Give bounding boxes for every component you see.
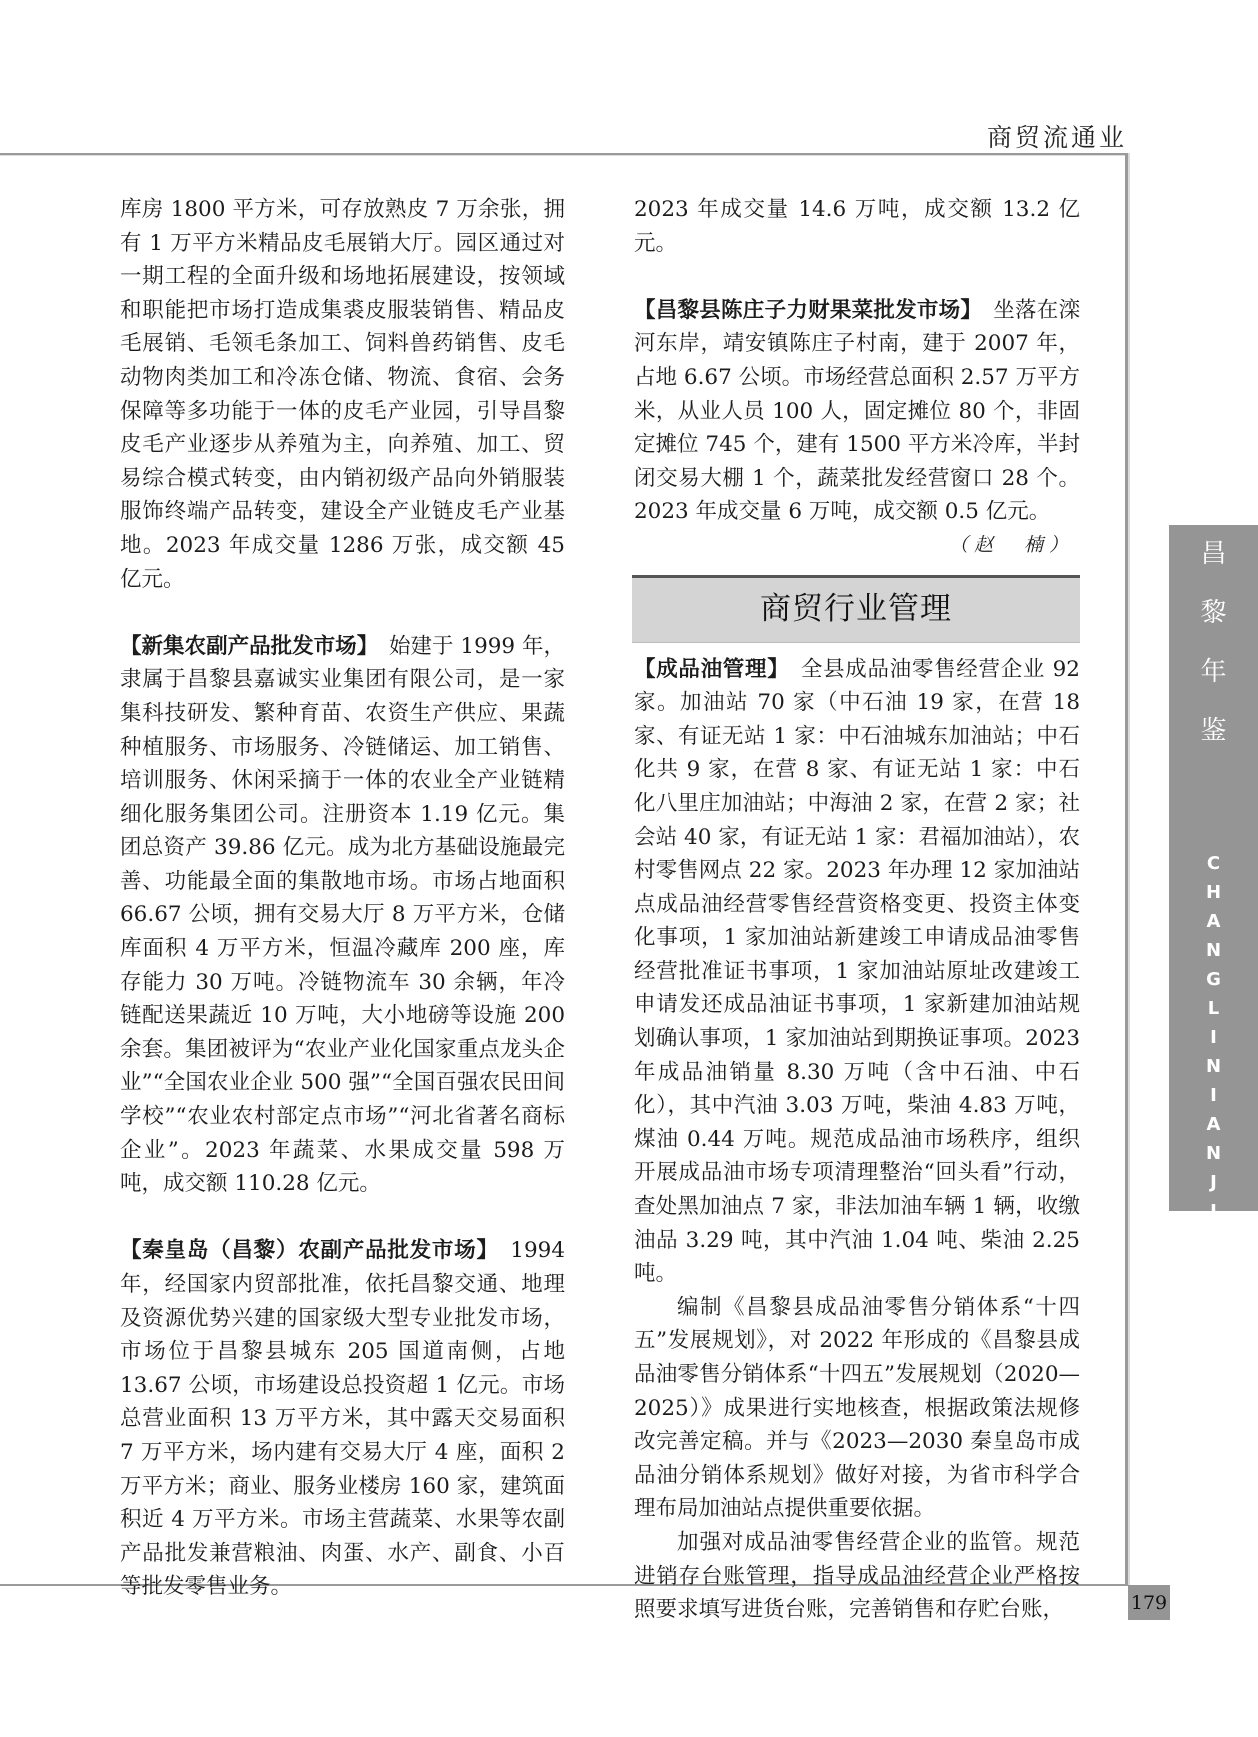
side-pinyin-letter: L bbox=[1207, 998, 1220, 1019]
entry-text-xinji: 始建于 1999 年，隶属于昌黎县嘉诚实业集团有限公司，是一家集科技研发、繁种育苗、农资生产供应、果蔬种植服务、市场服务、冷链储运、加工销售、培训服务、休闲采摘于一体的农业全产业链精细化服务集团公司。注册资本 1.19 亿元。集团总资产 39.86 亿元。成为北方基础设施最完善、功能最全面的集散地市场。市场占地面积 66.67 公顷，拥有交易大厅 8 万平方米，仓储库面积 4 万平方米，恒温冷藏库 200 座，库存能力 30 万吨。冷链物流车 30 余辆，年冷链配送果蔬近 10 万吨，大小地磅等设施 200 余套。集团被评为“农业产业化国家重点龙头企业”“全国农业企业 500 强”“全国百强农民田间学校”“农业农村部定点市场”“河北省著名商标企业”。2023 年蔬菜、水果成交量 598 万吨，成交额 110.28 亿元。 bbox=[120, 633, 565, 1197]
side-title-char: 昌 bbox=[1200, 539, 1227, 569]
side-title-char: 年 bbox=[1200, 657, 1227, 687]
side-pinyin-letter: H bbox=[1205, 882, 1222, 903]
side-title-char: 黎 bbox=[1200, 598, 1227, 628]
paragraph-chenzhuangzi-market bbox=[634, 294, 1080, 529]
side-pinyin-letter: A bbox=[1206, 1114, 1221, 1135]
side-pinyin-letter: I bbox=[1210, 1027, 1217, 1048]
author-credit: （赵 楠） bbox=[948, 533, 1074, 556]
side-pinyin-letter: J bbox=[1210, 1172, 1217, 1193]
paragraph-fur-industry: 库房 1800 平方米，可存放熟皮 7 万余张，拥有 1 万平方米精品皮毛展销大厅。园区通过对一期工程的全面升级和场地拓展建设，按领域和职能把市场打造成集裘皮服装销售、精品皮毛展销、毛领毛条加工、饲料兽药销售、皮毛动物肉类加工和冷冻仓储、物流、食宿、会务保障等多功能于一体的皮毛产业园，引导昌黎皮毛产业逐步从养殖为主，向养殖、加工、贸易综合模式转变，由内销初级产品向外销服装服饰终端产品转变，建设全产业链皮毛产业基地。2023 年成交量 1286 万张，成交额 45 亿元。 bbox=[120, 197, 565, 592]
side-pinyin-letter: C bbox=[1206, 853, 1221, 874]
right-column bbox=[634, 193, 1080, 1627]
paragraph-oil-planning: 编制《昌黎县成品油零售分销体系“十四五”发展规划》，对 2022 年形成的《昌黎县成品油零售分销体系“十四五”发展规划（2020—2025）》成果进行实地核查，根据政策法规修改完善定稿。并与《2023—2030 秦皇岛市成品油分销体系规划》做好对接，为省市科学合理布局加油站点提供重要依据。 bbox=[634, 1294, 1080, 1522]
paragraph-oil-supervision: 加强对成品油零售经营企业的监管。规范进销存台账管理，指导成品油经营企业严格按照要求填写进货台账，完善销售和存贮台账， bbox=[634, 1529, 1080, 1623]
paragraph-xinji-market bbox=[120, 630, 565, 1201]
side-pinyin-letter: A bbox=[1206, 1230, 1221, 1251]
entry-text-qinhuangdao: 1994 年，经国家内贸部批准，依托昌黎交通、地理及资源优势兴建的国家级大型专业批发市场，市场位于昌黎县城东 205 国道南侧，占地 13.67 公顷，市场建设总投资超 1 亿元。市场总营业面积 13 万平方米，其中露天交易面积 7 万平方米，场内建有交易大厅 4 座，面积 2 万平方米；商业、服务业楼房 160 家，建筑面积近 4 万平方米。市场主营蔬菜、水果等农副产品批发兼营粮油、肉蛋、水产、副食、小百等批发零售业务。 bbox=[120, 1238, 565, 1600]
entry-term-xinji: 【新集农副产品批发市场】 bbox=[120, 633, 368, 659]
paragraph-oil-management bbox=[634, 653, 1080, 1291]
side-pinyin-letter: N bbox=[1205, 1143, 1222, 1164]
entry-text-oil: 全县成品油零售经营企业 92 家。加油站 70 家（中石油 19 家，在营 18 家、有证无站 1 家：中石油城东加油站；中石化共 9 家，在营 8 家、有证无站 1 家：中石化八里庄加油站；中海油 2 家，在营 2 家；社会站 40 家，有证无站 1 家：君福加油站），农村零售网点 22 家。2023 年办理 12 家加油站点成品油经营零售经营资格变更、投资主体变化事项，1 家加油站新建竣工申请成品油零售经营批准证书事项，1 家加油站原址改建竣工申请发还成品油证书事项，1 家新建加油站规划确认事项，1 家加油站到期换证事项。2023 年成品油销量 8.30 万吨（含中石油、中石化），其中汽油 3.03 万吨，柴油 4.83 万吨，煤油 0.44 万吨。规范成品油市场秩序，组织开展成品油市场专项清理整治“回头看”行动，查处黑加油点 7 家，非法加油车辆 1 辆，收缴油品 3.29 吨，其中汽油 1.04 吨、柴油 2.25 吨。 bbox=[634, 656, 1080, 1287]
side-pinyin-letter: N bbox=[1205, 1056, 1222, 1077]
page-number: 179 bbox=[1128, 1585, 1170, 1620]
frame-top-rule bbox=[0, 153, 1127, 155]
paragraph-continued: 2023 年成交量 14.6 万吨，成交额 13.2 亿元。 bbox=[634, 197, 1080, 256]
side-tab bbox=[1169, 525, 1258, 1280]
section-header-title: 商贸流通业 bbox=[986, 123, 1127, 152]
entry-term-chenzhuangzi: 【昌黎县陈庄子力财果菜批发市场】 bbox=[634, 297, 972, 323]
side-pinyin-letter: I bbox=[1210, 1085, 1217, 1106]
section-heading: 商贸行业管理 bbox=[632, 575, 1080, 643]
side-title-char: 鉴 bbox=[1200, 716, 1227, 746]
side-pinyin-letter: N bbox=[1205, 940, 1222, 961]
entry-text-chenzhuangzi: 坐落在滦河东岸，靖安镇陈庄子村南，建于 2007 年，占地 6.67 公顷。市场经营总面积 2.57 万平方米，从业人员 100 人，固定摊位 80 个，非固定摊位 745 个，建有 1500 平方米冷库，半封闭交易大棚 1 个，蔬菜批发经营窗口 28 个。2023 年成交量 6 万吨，成交额 0.5 亿元。 bbox=[634, 297, 1080, 525]
side-pinyin-letter: A bbox=[1206, 911, 1221, 932]
side-pinyin bbox=[1169, 849, 1258, 1284]
side-pinyin-letter: I bbox=[1210, 1201, 1217, 1222]
entry-term-qinhuangdao: 【秦皇岛（昌黎）农副产品批发市场】 bbox=[120, 1238, 488, 1264]
left-column bbox=[120, 193, 565, 1604]
paragraph-qinhuangdao-market bbox=[120, 1234, 565, 1604]
frame-right-rule bbox=[1125, 153, 1128, 1585]
entry-term-oil: 【成品油管理】 bbox=[634, 656, 779, 682]
side-pinyin-letter: G bbox=[1206, 969, 1221, 990]
side-pinyin-letter: N bbox=[1205, 1259, 1222, 1280]
